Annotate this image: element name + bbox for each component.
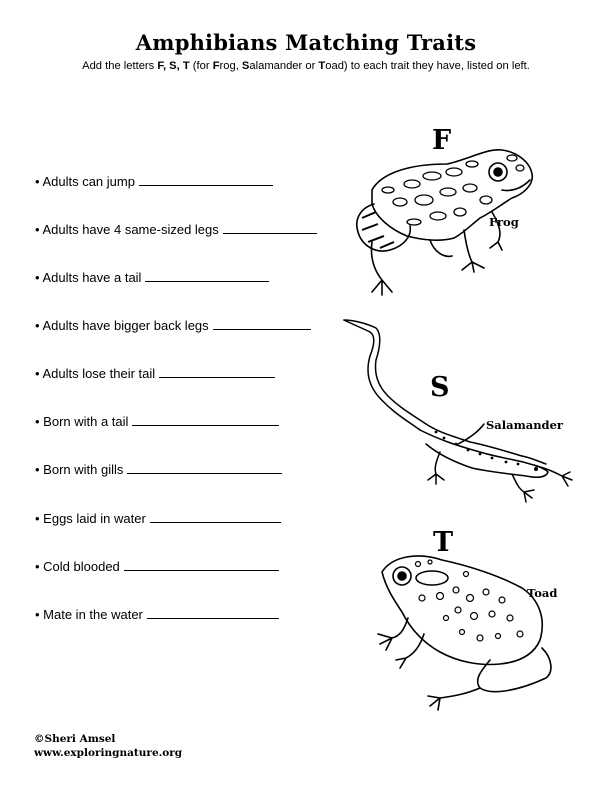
- answer-blank[interactable]: [150, 511, 281, 523]
- page-title: Amphibians Matching Traits: [135, 30, 477, 55]
- instructions-part1: Add the letters: [82, 60, 158, 72]
- trait-text: • Adults have 4 same-sized legs: [35, 222, 219, 237]
- trait-text: • Adults lose their tail: [35, 366, 156, 381]
- answer-blank[interactable]: [124, 559, 279, 571]
- answer-blank[interactable]: [213, 318, 311, 330]
- answer-blank[interactable]: [223, 222, 317, 234]
- salamander-illustration-icon: [340, 312, 580, 507]
- salamander-label: Salamander: [486, 418, 563, 432]
- toad-letter: T: [433, 527, 454, 558]
- instructions-letters: F, S, T: [157, 60, 190, 72]
- salamander-letter: S: [430, 372, 450, 403]
- instructions: [0, 60, 612, 72]
- answer-blank[interactable]: [147, 607, 279, 619]
- instructions-f: F: [212, 60, 220, 72]
- trait-text: • Mate in the water: [35, 607, 143, 622]
- toad-illustration-icon: [370, 548, 565, 718]
- answer-blank[interactable]: [127, 462, 282, 474]
- instructions-toad: oad) to each trait they have, listed on left.: [325, 60, 530, 72]
- instructions-s: S: [241, 60, 250, 72]
- trait-item: [35, 222, 317, 237]
- frog-letter: F: [432, 125, 452, 156]
- answer-blank[interactable]: [145, 270, 269, 282]
- trait-item: [35, 270, 269, 285]
- footer-website[interactable]: www.exploringnature.org: [34, 747, 183, 759]
- toad-label: Toad: [527, 586, 558, 600]
- answer-blank[interactable]: [159, 366, 275, 378]
- trait-item: [35, 414, 279, 429]
- trait-item: [35, 559, 279, 574]
- trait-item: [35, 174, 273, 189]
- trait-item: [35, 511, 281, 526]
- trait-text: • Eggs laid in water: [35, 511, 146, 526]
- trait-text: • Born with gills: [35, 462, 124, 477]
- trait-item: [35, 318, 311, 333]
- trait-text: • Born with a tail: [35, 414, 129, 429]
- trait-text: • Cold blooded: [35, 559, 120, 574]
- trait-item: [35, 462, 282, 477]
- frog-label: Frog: [489, 215, 519, 229]
- trait-text: • Adults have a tail: [35, 270, 142, 285]
- instructions-part2: (for: [189, 60, 213, 72]
- answer-blank[interactable]: [132, 414, 279, 426]
- instructions-frog: rog,: [219, 60, 242, 72]
- trait-text: • Adults can jump: [35, 174, 135, 189]
- trait-item: [35, 366, 275, 381]
- footer-copyright: ©Sheri Amsel: [34, 733, 116, 745]
- trait-text: • Adults have bigger back legs: [35, 318, 209, 333]
- trait-item: [35, 607, 279, 622]
- instructions-t: T: [318, 60, 326, 72]
- instructions-salamander: alamander or: [249, 60, 319, 72]
- answer-blank[interactable]: [139, 174, 273, 186]
